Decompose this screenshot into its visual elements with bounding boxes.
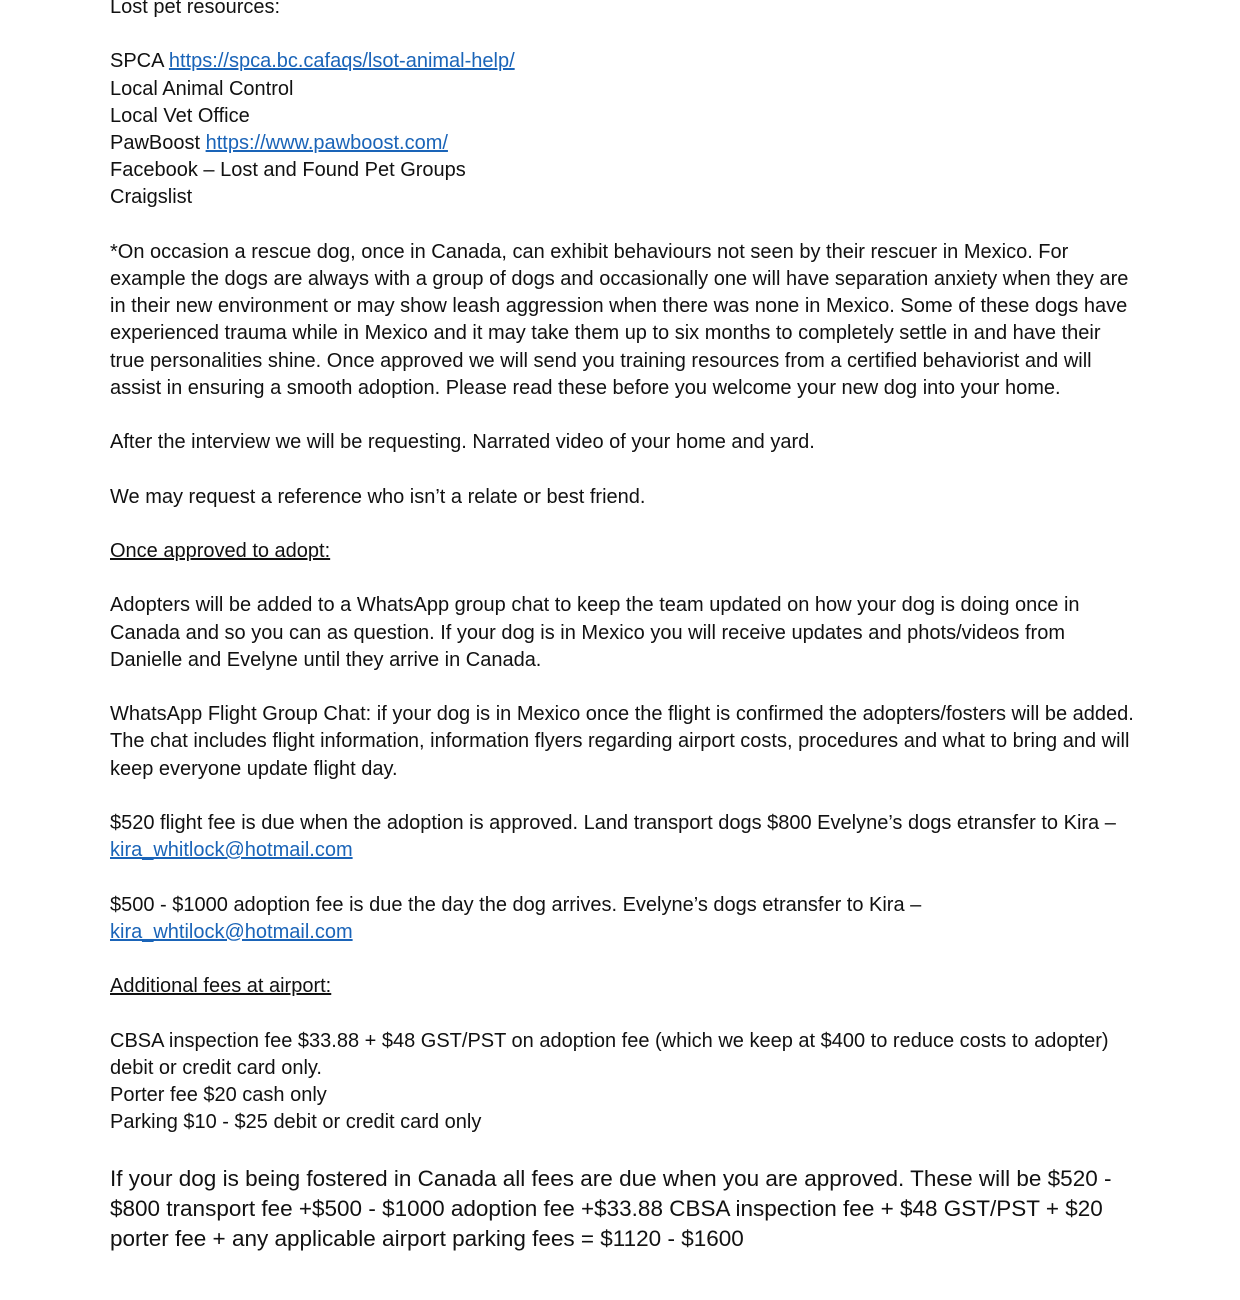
resource-pawboost — [110, 130, 1140, 157]
cbsa-fee: CBSA inspection fee $33.88 + $48 GST/PST on adoption fee (which we keep at $400 to reduce costs to adopter) debit or credit card only. — [110, 1029, 1109, 1079]
adoption-fee-email-link[interactable]: kira_whtilock@hotmail.com — [110, 920, 353, 943]
document-page — [110, 0, 1140, 1254]
flight-fee-block — [110, 810, 1140, 864]
resource-animal-control: Local Animal Control — [110, 77, 294, 100]
resource-craigslist: Craigslist — [110, 186, 193, 209]
foster-summary: If your dog is being fostered in Canada all fees are due when you are approved. These will be $520 - $800 transport fee +$500 - $1000 adoption fee +$33.88 CBSA inspection fee + $48 GST/PST + $20 porter fee + any applicable airport parking fees = $1120 - $1600 — [110, 1166, 1112, 1252]
spca-link[interactable]: https://spca.bc.cafaqs/lsot-animal-help/ — [168, 50, 515, 73]
flight-fee-note: $520 flight fee is due when the adoption is approved. Land transport dogs $800 Evelyne’s dogs etransfer to Kira – — [110, 811, 1116, 834]
interview-note: After the interview we will be requesting. Narrated video of your home and yard. — [110, 431, 815, 454]
resource-facebook: Facebook – Lost and Found Pet Groups — [110, 159, 466, 182]
resources-list — [110, 48, 1140, 211]
whatsapp-group-note: Adopters will be added to a WhatsApp group chat to keep the team updated on how your dog is doing once in Canada and so you can as question. If your dog is in Mexico you will receive updates and phots/videos from Danielle and Evelyne until they arrive in Canada. — [110, 594, 1080, 671]
spca-label: SPCA — [110, 50, 169, 73]
adoption-fee-note: $500 - $1000 adoption fee is due the day the dog arrives. Evelyne’s dogs etransfer to Kira – — [110, 893, 922, 916]
porter-fee: Porter fee $20 cash only — [110, 1083, 327, 1106]
flight-chat-note: WhatsApp Flight Group Chat: if your dog is in Mexico once the flight is confirmed the adopters/fosters will be added. The chat includes flight information, information flyers regarding airport costs, procedures and what to bring and will keep everyone update flight day. — [110, 703, 1134, 780]
flight-fee-email-link[interactable]: kira_whitlock@hotmail.com — [110, 839, 353, 862]
adoption-fee-block — [110, 892, 1140, 946]
resource-vet-office: Local Vet Office — [110, 104, 250, 127]
reference-note: We may request a reference who isn’t a relate or best friend. — [110, 485, 646, 508]
pawboost-link[interactable]: https://www.pawboost.com/ — [205, 132, 448, 154]
flight-fee-email-line — [110, 837, 1140, 864]
parking-fee: Parking $10 - $25 debit or credit card only — [110, 1111, 482, 1134]
airport-heading: Additional fees at airport: — [110, 975, 332, 998]
resource-spca — [110, 48, 1140, 75]
airport-fees-list — [110, 1028, 1140, 1137]
resources-heading: Lost pet resources: — [110, 0, 281, 18]
approved-heading: Once approved to adopt: — [110, 539, 331, 562]
pawboost-label: PawBoost — [110, 132, 206, 154]
behaviour-note: *On occasion a rescue dog, once in Canada, can exhibit behaviours not seen by their rescuer in Mexico. For example the dogs are always with a group of dogs and occasionally one will have separation anxiety when they are in their new environment or may show leash aggression when there was none in Mexico. Some of these dogs have experienced trauma while in Mexico and it may take them up to six months to completely settle in and have their true personalities shine. Once approved we will send you training resources from a certified behaviorist and will assist in ensuring a smooth adoption. Please read these before you welcome your new dog into your home. — [110, 240, 1129, 399]
adoption-fee-email-line — [110, 919, 1140, 946]
